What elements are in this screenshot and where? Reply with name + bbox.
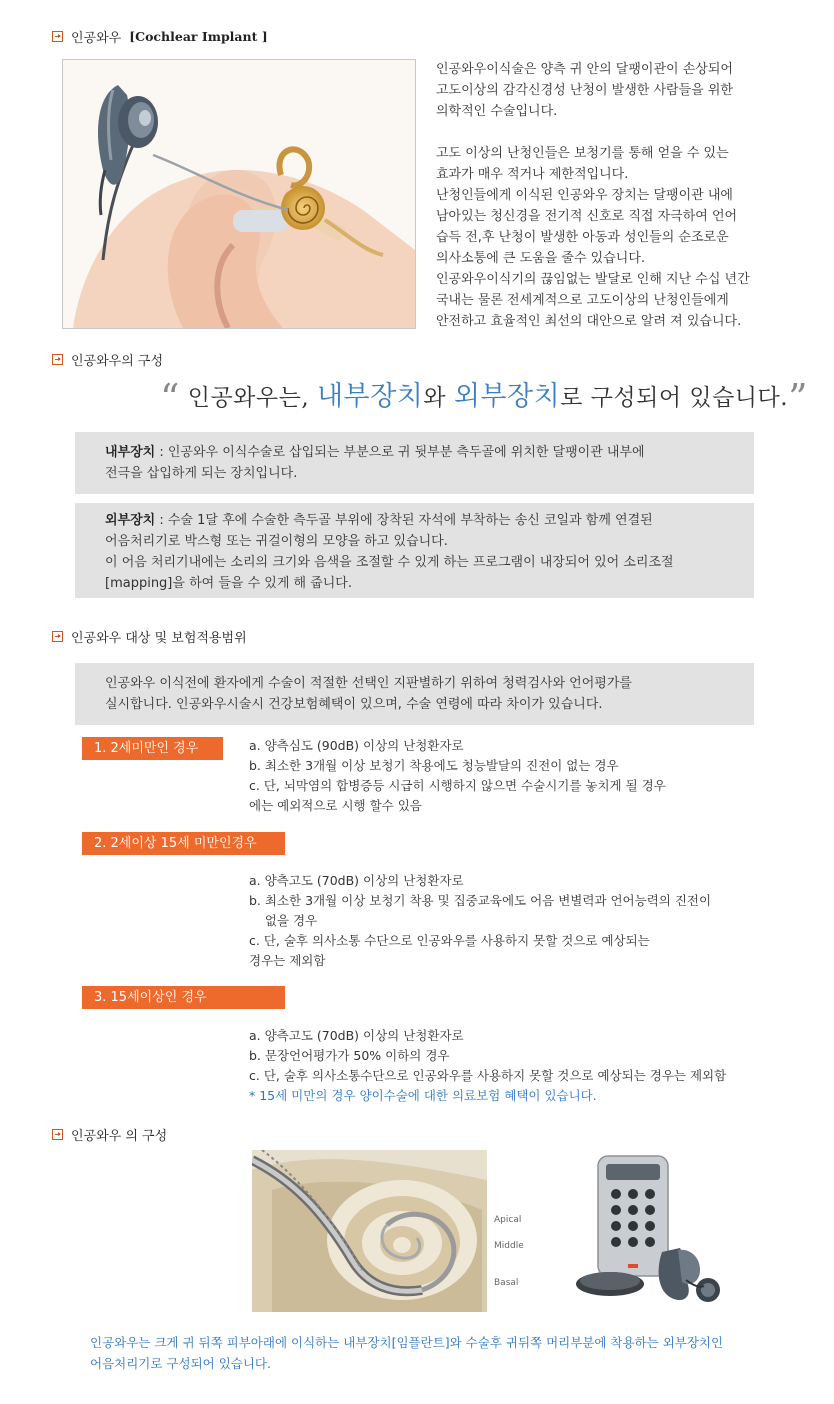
list-item: b. 최소한 3개월 이상 보청기 착용에도 청능발달의 진전이 없는 경우 [249,758,619,773]
composition-quote: “ 인공와우는, 내부장치와 외부장치로 구성되어 있습니다.” [160,376,808,420]
label-apical: Apical [494,1215,522,1225]
label-middle: Middle [494,1241,524,1251]
list-item: b. 최소한 3개월 이상 보청기 착용 및 집중교육에도 어음 변별력과 언어능력의 진전이 [249,893,712,908]
insurance-note: * 15세 미만의 경우 양이수술에 대한 의료보험 혜택이 있습니다. [249,1088,597,1103]
group-label-15-plus: 3. 15세이상인 경우 [82,986,285,1009]
eligibility-intro-box [75,663,754,725]
external-device-text-2: 어음처리기로 박스형 또는 귀걸이형의 모양을 하고 있습니다. 이 어음 처리기내에는 소리의 크기와 음색을 조절할 수 있게 하는 프로그램이 내장되어 있어 소리조절 [mapping]을 하여 들을 수 있게 해 줍니다. [105,534,674,591]
internal-device-text: : 인공와우 이식수술로 삽입되는 부분으로 귀 뒷부분 측두골에 위치한 달팽이관 내부에 전극을 삽입하게 되는 장치입니다. [105,445,645,481]
internal-device-label: 내부장치 [105,445,156,460]
intro-paragraph-2: 고도 이상의 난청인들은 보청기를 통해 얻을 수 있는 효과가 매우 적거나 제한적입니다. 난청인들에게 이식된 인공와우 장치는 달팽이관 내에 남아있는 청신경을 전기적 신호로 직접 자극하여 언어 습득 전,후 난청이 발생한 아동과 성인들의 순조로운 의사소통에 큰 도움을 줄수 있습니다. 인공와우이식기의 끊임없는 발달로 인해 지난 수십 년간 국내는 물론 전세계적으로 고도이상의 난청인들에게 안전하고 효율적인 최선의 대안으로 알려 져 있습니다. [436,146,750,329]
arrow-box-icon [52,354,63,365]
list-item: 경우는 제외함 [249,953,326,968]
list-item: c. 단, 술후 의사소통수단으로 인공와우를 사용하지 못할 것으로 예상되는 경우는 제외함 [249,1068,727,1083]
group-1-criteria [249,736,666,816]
section-heading-cochlear-implant: 인공와우 [Cochlear Implant ] [52,27,268,46]
internal-device-box [75,432,754,494]
arrow-box-icon [52,631,63,642]
open-quote-mark: “ [160,376,180,420]
list-item: 에는 예외적으로 시행 할수 있음 [249,798,422,813]
list-item: a. 양측고도 (70dB) 이상의 난청환자로 [249,873,464,888]
group-2-criteria [249,871,711,971]
ear-implant-illustration [62,59,416,329]
arrow-box-icon [52,31,63,42]
close-quote-mark: ” [788,376,808,420]
list-item: b. 문장언어평가가 50% 이하의 경우 [249,1048,450,1063]
section-heading-composition-2: 인공와우 의 구성 [52,1125,167,1144]
quote-highlight-external: 외부장치 [453,381,561,412]
list-item: a. 양측고도 (70dB) 이상의 난청환자로 [249,1028,464,1043]
external-device-text-1: : 수술 1달 후에 수술한 측두골 부위에 장착된 자석에 부착하는 송신 코일과 함께 연결된 [155,513,653,528]
section-heading-composition: 인공와우의 구성 [52,350,163,369]
eligibility-intro-text: 인공와우 이식전에 환자에게 수술이 적절한 선택인 지판별하기 위하여 청력검사와 언어평가를 실시합니다. 인공와우시술시 건강보험혜택이 있으며, 수술 연령에 따라 차이가 있습니다. [105,676,632,712]
intro-paragraph-1: 인공와우이식술은 양측 귀 안의 달팽이관이 손상되어 고도이상의 감각신경성 난청이 발생한 사람들을 위한 의학적인 수술입니다. [436,62,733,119]
group-label-under-2: 1. 2세미만인 경우 [82,737,223,760]
list-item: a. 양측심도 (90dB) 이상의 난청환자로 [249,738,464,753]
quote-highlight-internal: 내부장치 [316,381,424,412]
external-device-label: 외부장치 [105,513,156,528]
list-item: 없을 경우 [249,913,318,928]
label-basal: Basal [494,1278,519,1288]
section-heading-eligibility: 인공와우 대상 및 보험적용범위 [52,627,247,646]
cochlea-electrode-illustration [252,1150,487,1312]
group-3-criteria [249,1026,726,1106]
external-processor-illustration [570,1152,730,1308]
list-item: c. 단, 뇌막염의 합병증등 시급히 시행하지 않으면 수술시기를 놓치게 될 경우 [249,778,666,793]
arrow-box-icon [52,1129,63,1140]
composition-caption: 인공와우는 크게 귀 뒤쪽 피부아래에 이식하는 내부장치[임플란트]와 수술후 귀뒤쪽 머리부분에 착용하는 외부장치인 어음처리기로 구성되어 있습니다. [90,1335,724,1371]
external-device-box [75,503,754,598]
group-label-2-to-15: 2. 2세이상 15세 미만인경우 [82,832,285,855]
list-item: c. 단, 술후 의사소통 수단으로 인공와우를 사용하지 못할 것으로 예상되는 [249,933,650,948]
